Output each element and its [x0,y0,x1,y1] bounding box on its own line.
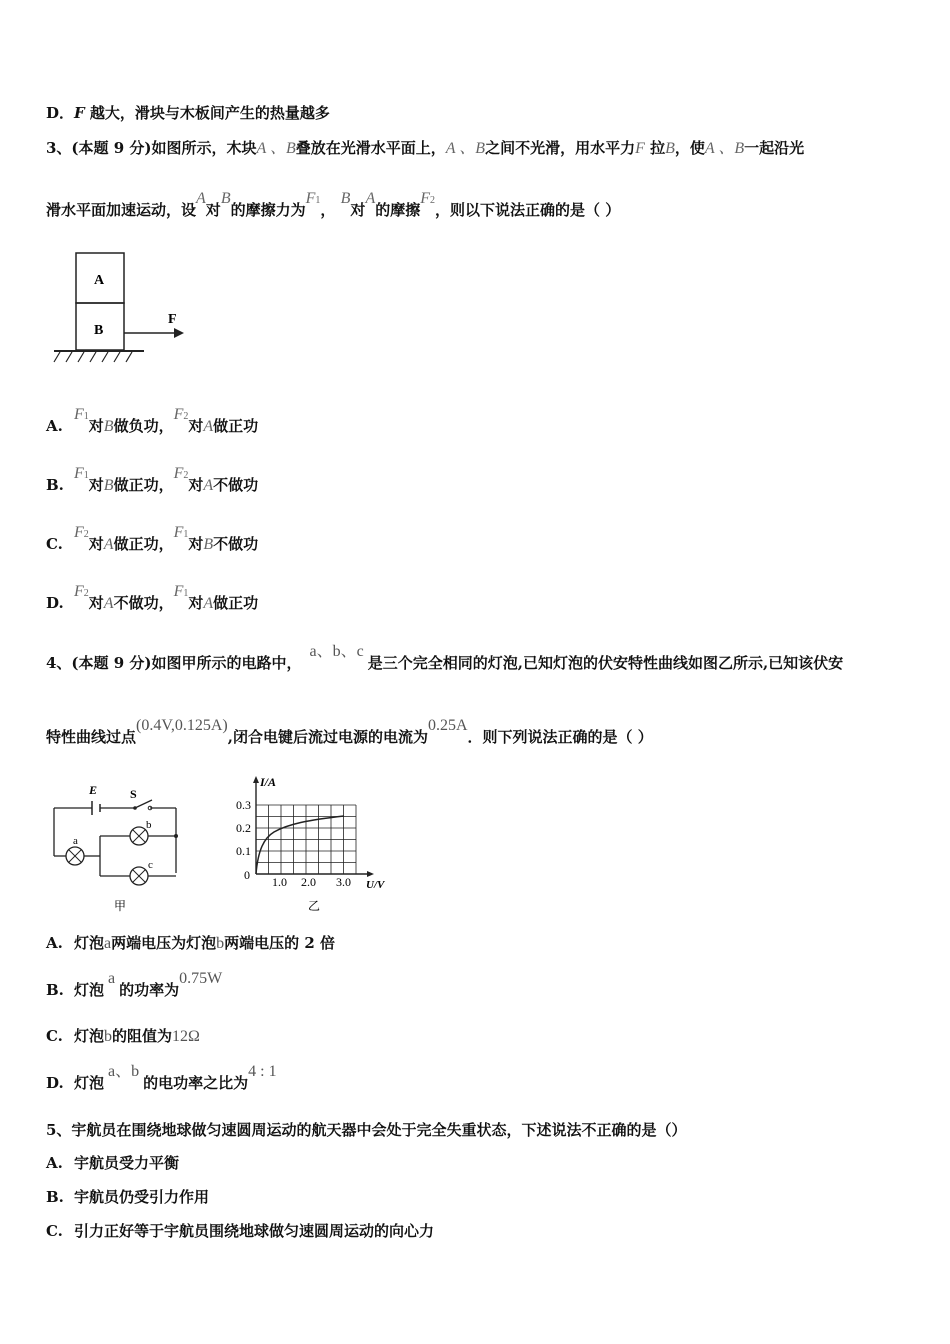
q3-text: 一起沿光 [744,139,805,157]
q3-text: 滑水平面加速运动，设 [46,201,197,219]
q4-text: ,闭合电键后流过电源的电流为 [227,728,428,746]
bulbs-abc: a、b、c [309,643,364,660]
q3-option-b: B.F1对B做正功，F2对A不做功 [46,465,259,494]
origin-label: 0 [244,868,250,882]
q4-option-c: C. 灯泡b的阻值为12Ω [46,1027,200,1045]
option-label: D. [46,1074,64,1092]
option-label: D. [46,594,64,612]
point-value: (0.4V,0.125A) [136,717,228,734]
x-tick-label: 1.0 [272,875,287,889]
var-ab: A 、B [256,140,296,157]
blocks-figure [46,248,196,368]
option-label: B. [46,476,64,494]
var-f: F [635,140,645,157]
q5-option-b [46,1187,209,1207]
q4-stem-line2 [46,717,653,748]
q4-text: 4、(本题 9 分)如图甲所示的电路中， [46,654,302,672]
q3-text: 的摩擦 [375,201,421,219]
q3-text: 叠放在光滑水平面上， [295,139,446,157]
x-tick-label: 3.0 [336,875,351,889]
bulb-a-icon [66,847,84,865]
q5-option-c [46,1221,434,1241]
x-axis-label: U/V [366,879,385,891]
block-a-label: A [94,273,105,288]
q3-text: 3、(本题 9 分)如图所示，木块 [46,139,257,157]
q4-text: 是三个完全相同的灯泡,已知灯泡的伏安特性曲线如图乙所示,已知该伏安 [367,654,844,672]
bulb-c-icon [130,867,148,885]
q4-option-a: A. 灯泡a两端电压为灯泡b两端电压的 2 倍 [46,934,336,952]
var-b: B [220,190,231,207]
battery-label: E [89,783,98,797]
option-label: C. [46,1222,63,1240]
option-text: 引力正好等于宇航员围绕地球做匀速圆周运动的向心力 [74,1222,435,1240]
var-a: A [365,190,376,207]
q4-stem-line1 [46,643,844,674]
q3-text: 拉 [650,139,666,157]
var-f1: F1 [305,190,321,207]
current-value: 0.25A [427,717,468,734]
q3-option-d: D.F2对A不做功，F1对A做正功 [46,583,259,612]
q3-option-c: C.F2对A做正功，F1对B不做功 [46,524,259,553]
var-a: A [196,190,206,207]
force-label: F [168,312,177,327]
y-axis-arrow-icon [253,776,259,783]
graph-grid [256,805,356,874]
q3-text: 之间不光滑，用水平力 [485,139,636,157]
bulb-a-label: a [73,835,78,847]
battery-icon [92,801,100,815]
var-b: B [340,190,351,207]
q3-text: ， [320,201,336,219]
q3-text: ，则以下说法正确的是（ ） [435,201,621,219]
option-label: C. [46,1027,63,1045]
q4-text: 特性曲线过点 [46,728,137,746]
var-b: B [665,140,675,157]
option-text: 越大，滑块与木板间产生的热量越多 [89,104,330,122]
graph-caption: 乙 [308,899,321,913]
option-label: B. [46,981,64,999]
q3-option-a: A.F1对B做负功，F2对A做正功 [46,406,259,435]
q5-stem: 5、宇航员在围绕地球做匀速圆周运动的航天器中会处于完全失重状态，下述说法不正确的是（） [46,1121,687,1139]
q3-text: 对 [205,201,221,219]
q3-stem-line1 [46,138,804,159]
var-f: F [74,104,85,122]
y-tick-label: 0.1 [236,844,251,858]
option-label: C. [46,535,63,553]
ground-hatching [54,352,132,362]
q4-text: ．则下列说法正确的是（ ） [467,728,653,746]
bulb-c-label: c [148,859,153,871]
option-text: 宇航员受力平衡 [74,1154,180,1172]
option-label: A. [46,1154,63,1172]
option-label: A. [46,934,63,952]
option-label: B. [46,1188,64,1206]
y-axis-label: I/A [260,775,277,789]
y-tick-label: 0.3 [236,798,251,812]
circuit-caption: 甲 [114,899,127,913]
circuit-figure [40,778,200,918]
q5-option-a [46,1153,179,1173]
block-b-label: B [94,323,104,338]
var-f2: F2 [420,190,436,207]
option-label: D． [46,104,75,122]
bulb-b-label: b [146,819,152,831]
var-ab: A 、B [445,140,486,157]
switch-label: S [130,787,137,801]
q4-option-b: B. 灯泡a的功率为0.75W [46,970,223,999]
y-tick-label: 0.2 [236,821,251,835]
option-text: 宇航员仍受引力作用 [74,1188,210,1206]
x-tick-label: 2.0 [301,875,316,889]
q2-option-d [46,103,330,123]
q3-text: 的摩擦力为 [230,201,306,219]
option-label: A. [46,417,63,435]
q3-stem-line2 [46,190,621,223]
var-ab: A 、B [704,140,745,157]
iv-graph [228,770,398,915]
x-axis-arrow-icon [367,871,374,877]
q3-text: 对 [350,201,366,219]
q4-option-d: D. 灯泡a、b的电功率之比为4 : 1 [46,1063,277,1092]
arrow-head-icon [174,328,184,338]
q3-text: ，使 [674,139,705,157]
